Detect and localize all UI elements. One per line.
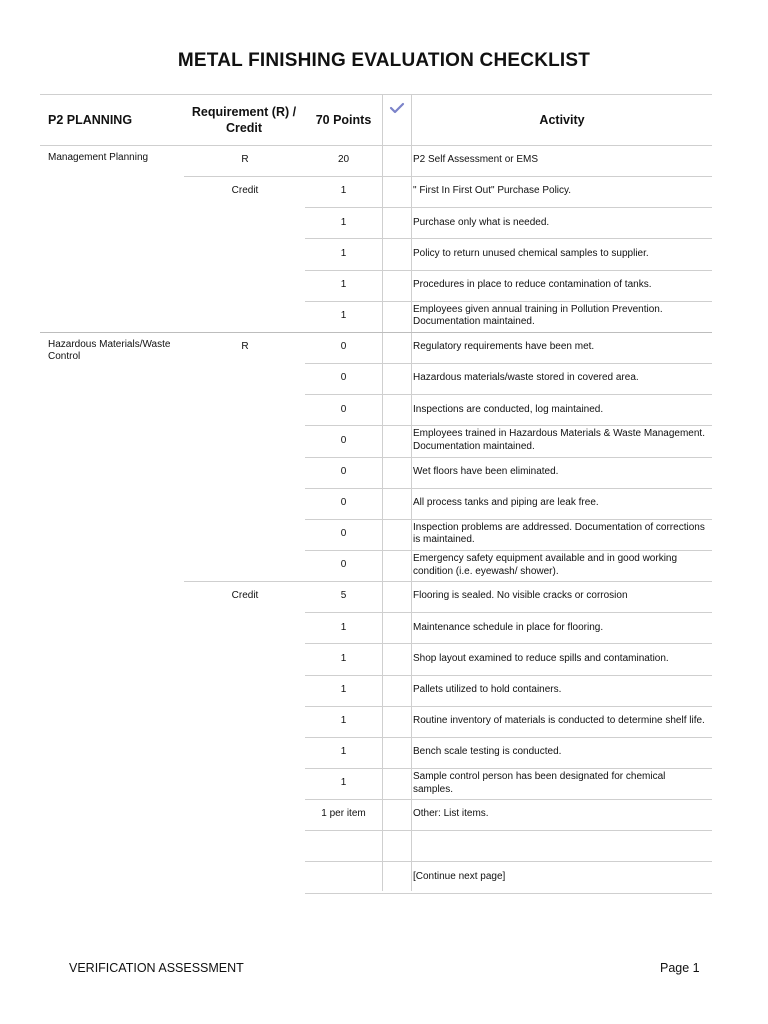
table-row: [0, 270, 768, 301]
points-cell: 1: [340, 621, 347, 633]
points-cell: 1: [340, 715, 347, 726]
points-cell: 0: [340, 465, 347, 477]
table-row: [0, 207, 768, 238]
requirement-cell: [186, 550, 304, 581]
points-cell: 1: [340, 310, 347, 322]
category-cell: [48, 806, 182, 830]
check-cell[interactable]: [383, 643, 411, 674]
activity-cell: Purchase only what is needed.: [413, 216, 550, 228]
activity-cell: Shop layout examined to reduce spills and contamination.: [413, 652, 669, 664]
points-cell: 5: [340, 590, 347, 602]
category-cell: [48, 401, 182, 425]
requirement-cell: Credit: [231, 590, 259, 602]
points-cell: 1: [340, 185, 347, 197]
requirement-cell: [186, 643, 304, 674]
footer-title: VERIFICATION ASSESSMENT: [69, 961, 244, 975]
table-row: [0, 612, 768, 643]
table-row: [0, 363, 768, 394]
header-requirement: Requirement (R) / Credit: [191, 105, 297, 135]
check-cell[interactable]: [383, 301, 411, 332]
requirement-cell: [186, 768, 304, 799]
activity-cell: Inspections are conducted, log maintained.: [413, 403, 604, 415]
requirement-cell: [186, 238, 304, 269]
category-cell: [48, 432, 182, 456]
category-cell: [48, 277, 182, 301]
activity-cell: Hazardous materials/waste stored in covered area.: [413, 372, 639, 384]
table-row: [0, 768, 768, 799]
page-number: Page 1: [660, 961, 700, 975]
activity-cell: Policy to return unused chemical samples to supplier.: [413, 247, 649, 259]
category-cell: [48, 713, 182, 737]
check-cell[interactable]: [383, 612, 411, 643]
requirement-cell: [186, 363, 304, 394]
category-cell: Management Planning: [48, 152, 149, 163]
activity-cell: Inspection problems are addressed. Documentation of corrections is maintained.: [413, 521, 705, 546]
category-cell: [48, 650, 182, 674]
activity-cell: Procedures in place to reduce contamination of tanks.: [413, 278, 652, 290]
activity-cell: Routine inventory of materials is conducted to determine shelf life.: [413, 715, 705, 726]
category-cell: [48, 214, 182, 238]
check-cell[interactable]: [383, 768, 411, 799]
requirement-cell: [186, 612, 304, 643]
table-row: [0, 830, 768, 861]
points-cell: 1: [340, 216, 347, 228]
category-cell: [48, 744, 182, 768]
page-title: METAL FINISHING EVALUATION CHECKLIST: [177, 50, 591, 71]
requirement-cell: [186, 488, 304, 519]
category-cell: [48, 495, 182, 519]
table-row: [0, 550, 768, 581]
table-row: [0, 425, 768, 456]
points-cell: 0: [340, 434, 347, 446]
points-cell: 1: [340, 746, 347, 758]
table-row: [0, 332, 768, 363]
activity-cell: " First In First Out" Purchase Policy.: [413, 185, 572, 197]
activity-cell: Employees trained in Hazardous Materials & Waste Management. Documentation maintained.: [413, 428, 705, 452]
requirement-cell: [186, 457, 304, 488]
activity-cell: Other: List items.: [413, 808, 489, 820]
check-cell[interactable]: [383, 145, 411, 176]
table-row: [0, 301, 768, 332]
requirement-cell: R: [241, 341, 249, 353]
category-cell: [48, 526, 182, 550]
header-section: P2 PLANNING: [48, 113, 133, 127]
table-row: [0, 706, 768, 737]
check-cell[interactable]: [383, 519, 411, 550]
requirement-cell: [186, 737, 304, 768]
table-row: [0, 145, 768, 176]
table-row: [0, 176, 768, 207]
check-cell[interactable]: [383, 830, 411, 861]
check-cell[interactable]: [383, 550, 411, 581]
table-row: [0, 799, 768, 830]
activity-cell: Regulatory requirements have been met.: [413, 341, 595, 353]
requirement-cell: Credit: [231, 185, 259, 197]
requirement-cell: [186, 270, 304, 301]
check-cell[interactable]: [383, 363, 411, 394]
table-row: [0, 519, 768, 550]
category-cell: Hazardous Materials/Waste Control: [48, 338, 171, 363]
activity-cell: [Continue next page]: [413, 870, 506, 882]
check-cell[interactable]: [383, 176, 411, 207]
activity-cell: Emergency safety equipment available and in good working condition (i.e. eyewash/ shower).: [413, 553, 678, 577]
category-cell: [48, 183, 182, 207]
table-row: [0, 675, 768, 706]
table-row: [0, 238, 768, 269]
checkmark-icon: [388, 101, 406, 115]
points-cell: [305, 861, 382, 892]
check-cell[interactable]: [383, 488, 411, 519]
points-cell: 0: [340, 496, 347, 508]
activity-cell: All process tanks and piping are leak free.: [413, 496, 599, 508]
points-cell: 1: [340, 777, 347, 789]
category-cell: [48, 370, 182, 394]
activity-cell: Pallets utilized to hold containers.: [413, 683, 562, 695]
check-cell[interactable]: [383, 332, 411, 363]
requirement-cell: [186, 207, 304, 238]
requirement-cell: [186, 706, 304, 737]
points-cell: 0: [340, 528, 347, 540]
activity-cell: [413, 830, 708, 861]
activity-cell: Employees given annual training in Pollution Prevention. Documentation maintained.: [413, 303, 663, 328]
check-cell[interactable]: [383, 270, 411, 301]
points-cell: 1: [340, 683, 347, 695]
activity-cell: Flooring is sealed. No visible cracks or corrosion: [413, 590, 628, 602]
activity-cell: P2 Self Assessment or EMS: [413, 154, 539, 166]
requirement-cell: [186, 861, 304, 892]
requirement-cell: [186, 519, 304, 550]
activity-cell: Wet floors have been eliminated.: [413, 465, 559, 477]
category-cell: [48, 464, 182, 488]
points-cell: 1: [340, 247, 347, 259]
header-points: 70 Points: [315, 113, 372, 127]
table-row: [0, 737, 768, 768]
points-cell: 20: [337, 154, 350, 166]
header-activity: Activity: [539, 113, 585, 127]
activity-cell: Bench scale testing is conducted.: [413, 746, 562, 758]
category-cell: [48, 682, 182, 706]
table-row: [0, 643, 768, 674]
check-cell[interactable]: [383, 675, 411, 706]
check-cell[interactable]: [383, 238, 411, 269]
row-divider: [305, 893, 712, 894]
points-cell: 0: [340, 559, 347, 571]
points-cell: 0: [340, 341, 347, 353]
points-cell: 1: [340, 652, 347, 664]
table-row: [0, 457, 768, 488]
category-cell: [48, 308, 182, 332]
check-cell[interactable]: [383, 706, 411, 737]
requirement-cell: [186, 675, 304, 706]
table-row: [0, 488, 768, 519]
activity-cell: Maintenance schedule in place for flooring.: [413, 621, 604, 633]
category-cell: [48, 588, 182, 612]
category-cell: [48, 245, 182, 269]
requirement-cell: [186, 394, 304, 425]
category-cell: [48, 619, 182, 643]
check-cell[interactable]: [383, 207, 411, 238]
points-cell: 0: [340, 403, 347, 415]
check-cell[interactable]: [383, 581, 411, 612]
category-cell: [48, 775, 182, 799]
requirement-cell: [186, 425, 304, 456]
table-header: [40, 94, 712, 146]
check-cell[interactable]: [383, 425, 411, 456]
check-cell[interactable]: [383, 457, 411, 488]
activity-cell: Sample control person has been designated for chemical samples.: [413, 771, 666, 795]
check-cell[interactable]: [383, 737, 411, 768]
check-cell[interactable]: [383, 799, 411, 830]
category-cell: [48, 868, 182, 892]
requirement-cell: [186, 301, 304, 332]
category-cell: [48, 557, 182, 581]
check-cell[interactable]: [383, 394, 411, 425]
points-cell: [305, 830, 382, 861]
requirement-cell: R: [241, 154, 249, 166]
table-row: [0, 394, 768, 425]
points-cell: 0: [340, 372, 347, 384]
table-row: [0, 861, 768, 892]
points-cell: 1 per item: [321, 808, 366, 820]
category-cell: [48, 837, 182, 861]
table-row: [0, 581, 768, 612]
requirement-cell: [186, 830, 304, 861]
check-cell[interactable]: [383, 861, 411, 892]
points-cell: 1: [340, 278, 347, 290]
requirement-cell: [186, 799, 304, 830]
